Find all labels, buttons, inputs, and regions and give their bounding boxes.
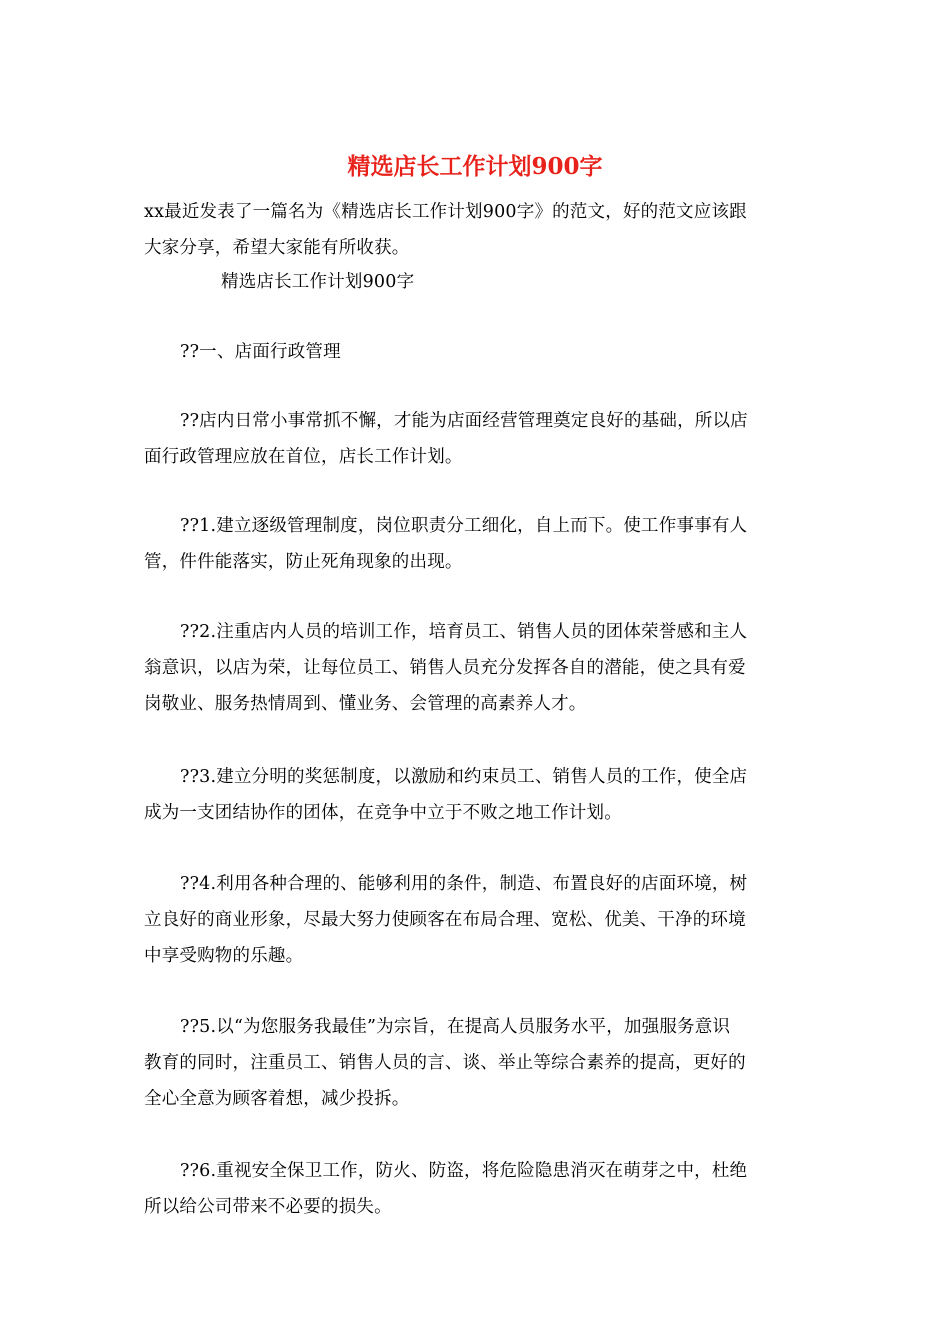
paragraph-line: 面行政管理应放在首位，店长工作计划。 [144, 447, 463, 467]
paragraph-line: 成为一支团结协作的团体，在竞争中立于不败之地工作计划。 [144, 803, 622, 823]
paragraph-line: ??2.注重店内人员的培训工作，培育员工、销售人员的团体荣誉感和主人 [180, 622, 748, 642]
paragraph-line: 教育的同时，注重员工、销售人员的言、谈、举止等综合素养的提高，更好的 [144, 1053, 746, 1073]
paragraph-line: ??6.重视安全保卫工作，防火、防盗，将危险隐患消灭在萌芽之中，杜绝 [180, 1161, 748, 1181]
paragraph-line: ??1.建立逐级管理制度，岗位职责分工细化，自上而下。使工作事事有人 [180, 516, 748, 536]
paragraph-line: 立良好的商业形象，尽最大努力使顾客在布局合理、宽松、优美、干净的环境 [144, 910, 746, 930]
paragraph-item-1 [144, 508, 800, 580]
intro-paragraph [144, 194, 800, 266]
subtitle-text: 精选店长工作计划900字 [221, 272, 415, 292]
section-heading [180, 334, 836, 370]
paragraph-line: 翁意识，以店为荣，让每位员工、销售人员充分发挥各自的潜能，使之具有爱 [144, 658, 746, 678]
paragraph-item-6 [144, 1153, 800, 1225]
paragraph-line: 管，件件能落实，防止死角现象的出现。 [144, 552, 463, 572]
paragraph-item-3 [144, 759, 800, 831]
document-title: 精选店长工作计划900字 [347, 153, 603, 180]
paragraph-item-4 [144, 866, 800, 974]
intro-line: xx最近发表了一篇名为《精选店长工作计划900字》的范文，好的范文应该跟 [144, 202, 747, 222]
section-heading-text: ??一、店面行政管理 [180, 342, 341, 362]
paragraph-item-2 [144, 614, 800, 722]
subtitle [221, 264, 877, 300]
paragraph-line: ??5.以“为您服务我最佳”为宗旨，在提高人员服务水平，加强服务意识 [180, 1017, 731, 1037]
paragraph-line: ??4.利用各种合理的、能够利用的条件，制造、布置良好的店面环境，树 [180, 874, 748, 894]
paragraph-line: 所以给公司带来不必要的损失。 [144, 1197, 392, 1217]
paragraph-item-5 [144, 1009, 800, 1117]
paragraph-line: ??店内日常小事常抓不懈，才能为店面经营管理奠定良好的基础，所以店 [180, 411, 748, 431]
paragraph-line: 全心全意为顾客着想，减少投拆。 [144, 1089, 410, 1109]
paragraph-line: ??3.建立分明的奖惩制度，以激励和约束员工、销售人员的工作，使全店 [180, 767, 748, 787]
paragraph-intro-admin [144, 403, 800, 475]
paragraph-line: 中享受购物的乐趣。 [144, 946, 304, 966]
intro-line: 大家分享，希望大家能有所收获。 [144, 238, 410, 258]
paragraph-line: 岗敬业、服务热情周到、懂业务、会管理的高素养人才。 [144, 694, 587, 714]
